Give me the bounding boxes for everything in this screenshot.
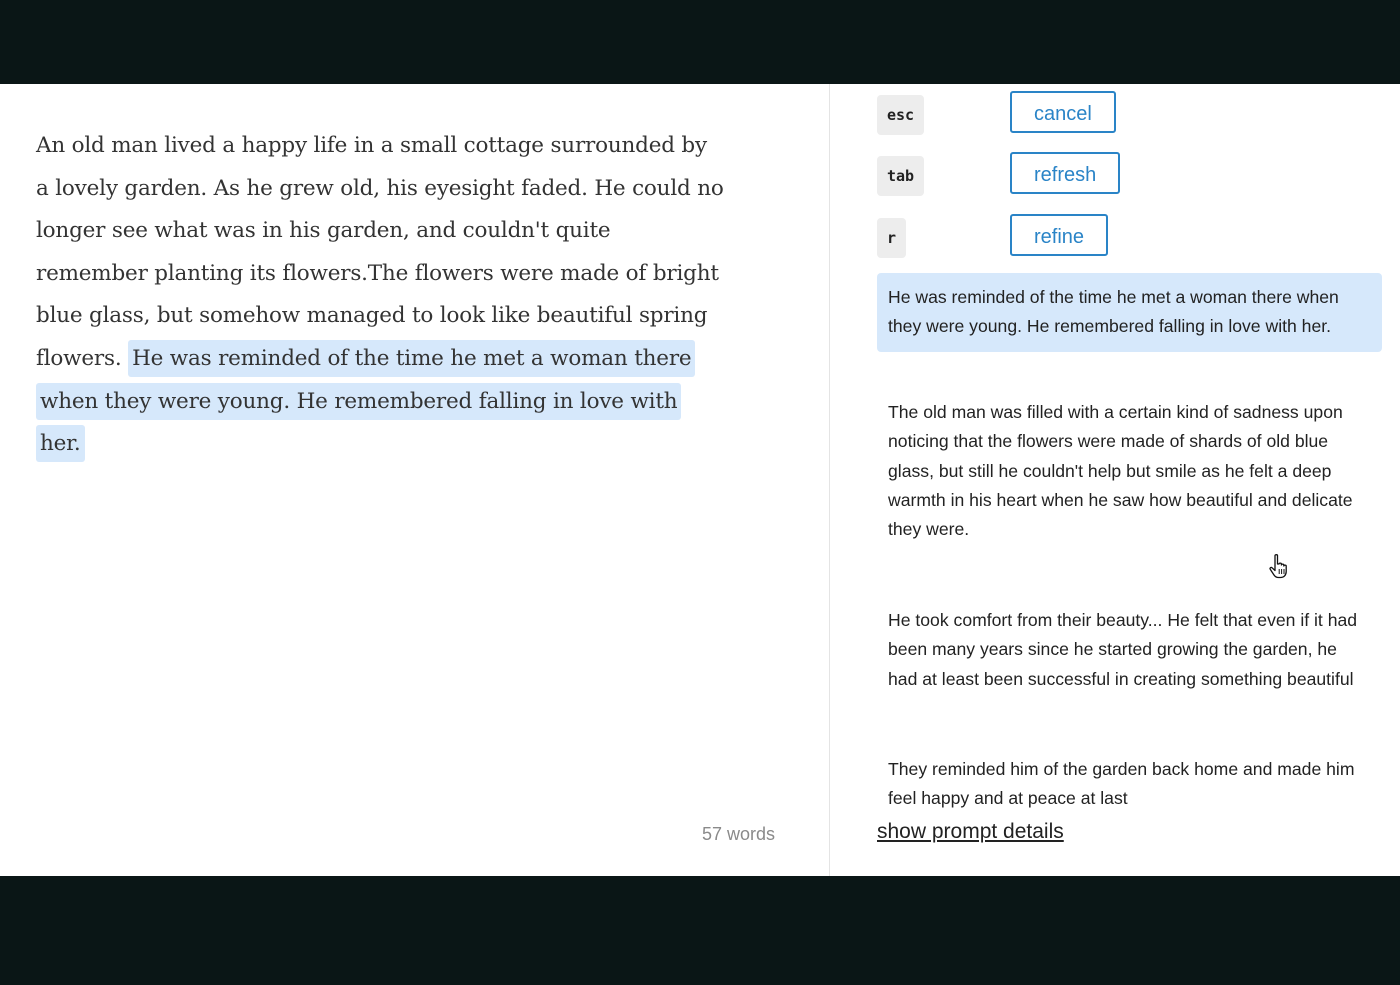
- key-hint-r: r: [877, 218, 906, 258]
- suggestion-panel: [830, 84, 1400, 876]
- bottom-frame-bar: [0, 876, 1400, 932]
- app-window: [0, 84, 1400, 876]
- action-row-cancel: [877, 91, 1357, 137]
- editor-text[interactable]: [36, 125, 726, 466]
- hand-pointer-icon: [1268, 553, 1290, 579]
- suggestion-item[interactable]: He took comfort from their beauty... He felt that even if it had been many years since he started growing the garden, he had at least been successful in creating something beautiful: [888, 609, 1358, 689]
- refine-button[interactable]: refine: [1010, 214, 1108, 256]
- key-hint-esc: esc: [877, 95, 924, 135]
- editor-pane[interactable]: [0, 84, 830, 876]
- action-row-refine: [877, 214, 1357, 260]
- action-row-refresh: [877, 152, 1357, 198]
- editor-highlighted-text: He was reminded of the time he met a woman there when they were young. He remembered falling in love with her.: [36, 340, 695, 462]
- top-frame-bar: [0, 0, 1400, 84]
- cancel-button[interactable]: cancel: [1010, 91, 1116, 133]
- suggestion-item[interactable]: They reminded him of the garden back home and made him feel happy and at peace at last: [888, 759, 1355, 809]
- show-prompt-details-link[interactable]: show prompt details: [877, 820, 1064, 843]
- key-hint-tab: tab: [877, 156, 924, 196]
- suggestion-item-selected[interactable]: He was reminded of the time he met a woman there when they were young. He remembered falling in love with her.: [877, 273, 1382, 352]
- word-count: 57 words: [701, 824, 775, 844]
- refresh-button[interactable]: refresh: [1010, 152, 1120, 194]
- editor-plain-text: An old man lived a happy life in a small cottage surrounded by a lovely garden. As he grew old, his eyesight faded. He could no longer see what was in his garden, and couldn't quite remember planting its flowers.The flowers were made of bright blue glass, but somehow managed to look like beautiful spring flowers.: [36, 133, 724, 371]
- suggestion-item[interactable]: The old man was filled with a certain kind of sadness upon noticing that the flowers were made of shards of old blue glass, but still he couldn't help but smile as he felt a deep warmth in his heart when he saw how beautiful and delicate they were.: [888, 401, 1353, 540]
